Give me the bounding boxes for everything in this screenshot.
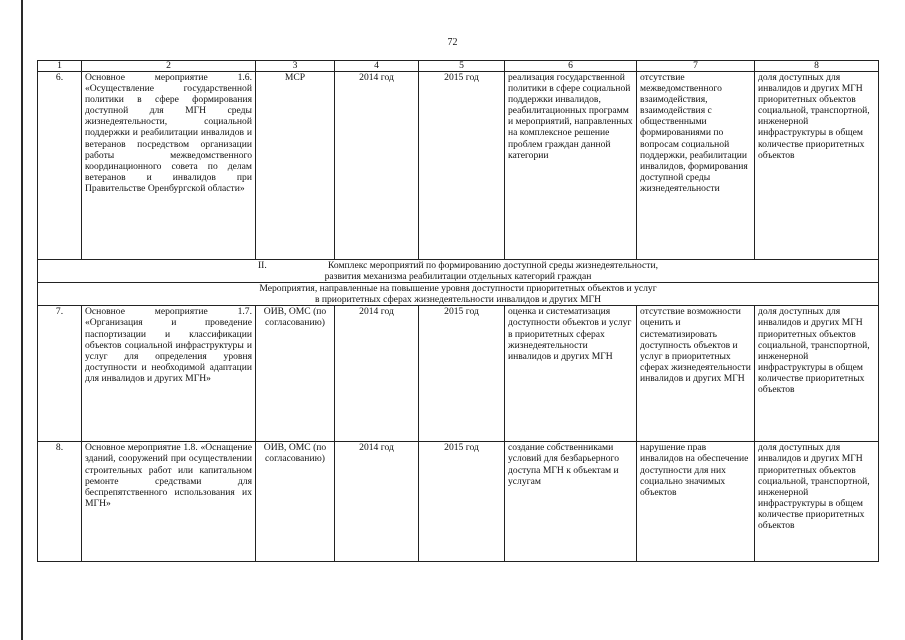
column-number: 6 <box>505 61 637 72</box>
measure-cell: Основное мероприятие 1.7. «Организация и проведение паспортизации и классификации объектов социальной инфраструктуры и услуг для определения уровня доступности и необходимой адаптации для инвалидов и других МГН» <box>82 306 256 442</box>
start-year-cell: 2014 год <box>335 72 419 260</box>
indicator-cell: доля доступных для инвалидов и других МГН приоритетных объектов социальной, транспортной, инженерной инфраструктуры в общем количестве приоритетных объектов <box>755 442 879 562</box>
end-year-cell: 2015 год <box>419 72 505 260</box>
consequences-cell: отсутствие возможности оценить и систематизировать доступность объектов и услуг в приоритетных сферах жизнедеятельности инвалидов и других МГН <box>637 306 755 442</box>
measures-table <box>37 60 879 562</box>
executor-cell: ОИВ, ОМС (по согласованию) <box>256 306 335 442</box>
table-row <box>38 442 879 562</box>
column-number: 2 <box>82 61 256 72</box>
executor-cell: ОИВ, ОМС (по согласованию) <box>256 442 335 562</box>
indicator-cell: доля доступных для инвалидов и других МГН приоритетных объектов социальной, транспортной, инженерной инфраструктуры в общем количестве приоритетных объектов <box>755 72 879 260</box>
section-title-line1: Комплекс мероприятий по формированию доступной среды жизнедеятельности, <box>327 260 659 271</box>
page-binding-line <box>21 0 23 640</box>
subsection-heading-row <box>38 283 879 306</box>
section-heading-row <box>38 260 879 283</box>
section-roman-number: II. <box>257 260 267 271</box>
consequences-cell: нарушение прав инвалидов на обеспечение доступности для них социально значимых объектов <box>637 442 755 562</box>
row-number: 7. <box>38 306 82 442</box>
column-number: 4 <box>335 61 419 72</box>
start-year-cell: 2014 год <box>335 306 419 442</box>
column-number: 3 <box>256 61 335 72</box>
consequences-cell: отсутствие межведомственного взаимодействия, взаимодействия с общественными формированиями по вопросам социальной поддержки, реабилитации инвалидов, формирования доступной среды жизнедеятельности <box>637 72 755 260</box>
subsection-title-line2: в приоритетных сферах жизнедеятельности инвалидов и других МГН <box>314 294 602 306</box>
column-number: 7 <box>637 61 755 72</box>
table-row <box>38 306 879 442</box>
row-number: 8. <box>38 442 82 562</box>
result-cell: реализация государственной политики в сфере социальной поддержки инвалидов, реабилитационных программ и мероприятий, направленных на комплексное решение проблем граждан данной категории <box>505 72 637 260</box>
indicator-cell: доля доступных для инвалидов и других МГН приоритетных объектов социальной, транспортной, инженерной инфраструктуры в общем количестве приоритетных объектов <box>755 306 879 442</box>
column-number-row <box>38 61 879 72</box>
end-year-cell: 2015 год <box>419 442 505 562</box>
table-row <box>38 72 879 260</box>
measure-cell: Основное мероприятие 1.6. «Осуществление государственной политики в сфере формирования доступной для МГН среды жизнедеятельности, социальной поддержки и реабилитации инвалидов и ветеранов посредством организации работы межведомственного координационного совета по делам ветеранов и инвалидов при Правительстве Оренбургской области» <box>82 72 256 260</box>
start-year-cell: 2014 год <box>335 442 419 562</box>
row-number: 6. <box>38 72 82 260</box>
column-number: 8 <box>755 61 879 72</box>
executor-cell: МСР <box>256 72 335 260</box>
column-number: 1 <box>38 61 82 72</box>
result-cell: оценка и систематизация доступности объектов и услуг в приоритетных сферах жизнедеятельности инвалидов и других МГН <box>505 306 637 442</box>
section-heading <box>38 260 879 283</box>
subsection-heading <box>38 283 879 306</box>
column-number: 5 <box>419 61 505 72</box>
section-title-line2: развития механизма реабилитации отдельных категорий граждан <box>324 271 592 283</box>
result-cell: создание собственниками условий для безбарьерного доступа МГН к объектам и услугам <box>505 442 637 562</box>
subsection-title-line1: Мероприятия, направленные на повышение уровня доступности приоритетных объектов и услуг <box>259 283 657 295</box>
measure-cell: Основное мероприятие 1.8. «Оснащение зданий, сооружений при осуществлении строительных работ или капитальном ремонте средствами для беспрепятственного использования их МГН» <box>82 442 256 562</box>
page-number: 72 <box>447 37 458 48</box>
end-year-cell: 2015 год <box>419 306 505 442</box>
